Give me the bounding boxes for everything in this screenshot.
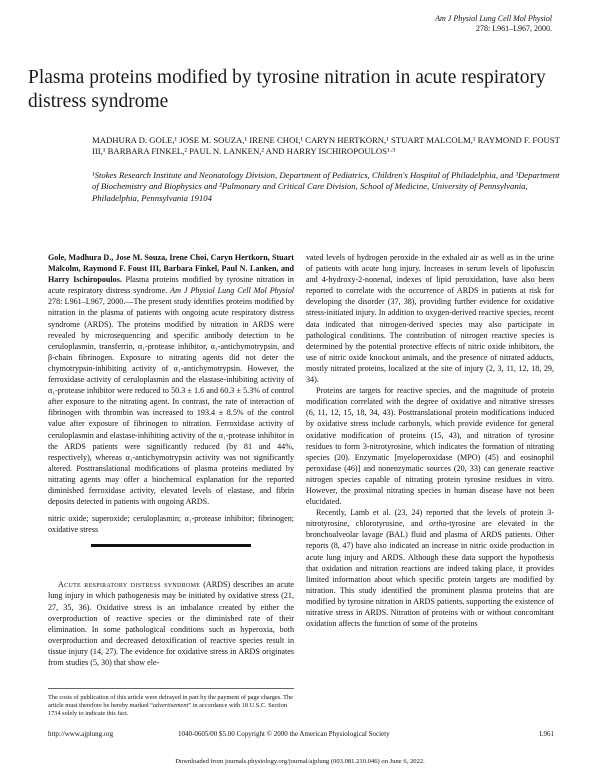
abstract-body: The present study identifies proteins modified by nitration in the plasma of patients with ongoing acute respiratory distress syndrome (ARDS). The proteins modified by nitration in ARDS were revealed by microsequencing and specific antibody detection to be ceruloplasmin, transferrin, α₁-protease inhibitor, α₁-antichymotrypsin, and β-chain fibrinogen. Exposure to nitrating agents did not deter the chymotrypsin-inhibiting activity of α₁-antichymotrypsin. However, the ferroxidase activity of ceruloplasmin and the elastase-inhibiting activity of α₁-protease inhibitor were reduced to 50.3 ± 1.6 and 60.3 ± 5.3% of control after exposure to the nitrating agent. In contrast, the rate of interaction of fibrinogen with thrombin was increased to 193.4 ± 8.5% of the control value after exposure of fibrinogen to nitration. Ferroxidase activity of ceruloplasmin and elastase-inhibiting activity of the α₁-protease inhibitor in the ARDS patients were significantly reduced (by 81 and 44%, respectively), whereas α₁-antichymotrypsin activity was not significantly altered. Posttranslational modifications of plasma proteins mediated by nitrating agents may offer a biochemical explanation for the reported diminished ferroxidase activity, elevated levels of elastase, and fibrin deposits detected in patients with ongoing ARDS. [48, 297, 294, 507]
footnote-text-b: ” in accordance with 18 U.S.C. Section 1734 solely to indicate this fact. [48, 702, 288, 718]
running-head [435, 14, 552, 34]
footnote-text-a: The costs of publication of this article were defrayed in part by the payment of page charges. The article must therefore be hereby marked “ [48, 694, 293, 710]
abstract-divider [91, 544, 251, 547]
abstract-citation-ref: 278: L961–L967, 2000.— [48, 297, 134, 307]
journal-pages: 278: L961–L967, 2000. [476, 24, 552, 33]
introduction [48, 579, 294, 668]
journal-name: Am J Physiol Lung Cell Mol Physiol [435, 14, 552, 23]
page-number: L961 [539, 730, 554, 738]
author-list: MADHURA D. GOLE,¹ JOSE M. SOUZA,¹ IRENE CHOI,¹ CARYN HERTKORN,¹ STUART MALCOLM,¹ RAYMOND F. FOUST III,¹ BARBARA FINKEL,² PAUL N. LANKEN,² AND HARRY ISCHIROPOULOS¹·³ [92, 135, 560, 157]
footnote-advertisement: advertisement [152, 702, 189, 710]
abstract-citation-title: Plasma proteins modified by tyrosine nitration in acute respiratory distress syndrome. [48, 275, 294, 296]
abstract [48, 252, 294, 547]
paragraph-3-ortho: ortho [429, 519, 447, 529]
intro-text: (ARDS) describes an acute lung injury in which pathogenesis may be initiated by oxidative stress (21, 27, 35, 36). Oxidative stress is an imbalance created by either the overproduction of reactive species or the diminished rate of their elimination. In some pathological conditions such as hyperoxia, both overproduction and decreased detoxification of reactive species result in tissue injury (14, 27). The evidence for oxidative stress in ARDS originates from studies (5, 30) that show ele- [48, 580, 295, 667]
left-column [48, 252, 294, 668]
cost-footnote [48, 688, 294, 718]
paragraph-1: vated levels of hydrogen peroxide in the exhaled air as well as in the urine of patients with acute lung injury. Increases in serum levels of lipofuscin and 4-hydroxy-2-nonenal, indexes of lipid peroxidation, have also been reported to correlate with the occurrence of ARDS in patients at risk for developing the disorder (37, 38), providing further evidence for oxidative stress-initiated injury. In addition to oxygen-derived reactive species, recent data indicated that nitrogen-derived species may also participate in pathological conditions. The contribution of nitrogen reactive species is determined by the potential protective effects of nitric oxide inhibitors, the use of nitric oxide knockout animals, and the presence of nitrated adducts, mostly nitrated proteins, localized at the site of injury (2, 3, 11, 12, 18, 29, 34). [306, 253, 554, 385]
paragraph-3-b: -tyrosine are elevated in the bronchoalveolar lavage (BAL) fluid and plasma of ARDS patients. Other reports (8, 47) have also indicated an increase in nitric oxide production in acute lung injury and ARDS. Although these data support the hypothesis that oxidation and nitration reactions are indeed taking place, it provides limited information about which specific protein targets are modified by nitration. This study identified the prominent plasma proteins that are modified by tyrosine nitration in ARDS patients, supporting the existence of nitrative stress in ARDS. Nitration of proteins with or without concomitant oxidation affects the function of some of the proteins [306, 519, 555, 629]
journal-url-link[interactable]: http://www.ajplung.org [48, 730, 114, 738]
issn-copyright: 1040-0605/00 $5.00 Copyright © 2000 the American Physiological Society [178, 730, 390, 738]
paragraph-3-a: Recently, Lamb et al. (23, 24) reported that the levels of protein 3-nitrotyrosine, chlorotyrosine, and [306, 508, 554, 529]
abstract-citation-authors: Gole, Madhura D., Jose M. Souza, Irene Choi, Caryn Hertkorn, Stuart Malcolm, Raymond F. Foust III, Barbara Finkel, Paul N. Lanken, and Harry Ischiropoulos. [48, 253, 294, 285]
affiliations: ¹Stokes Research Institute and Neonatology Division, Department of Pediatrics, Children's Hospital of Philadelphia, and ³Department of Biochemistry and Biophysics and ²Pulmonary and Critical Care Division, School of Medicine, University of Pennsylvania, Philadelphia, Pennsylvania 19104 [92, 170, 560, 203]
right-column [306, 252, 554, 629]
paragraph-3 [306, 507, 554, 629]
abstract-citation-journal: Am J Physiol Lung Cell Mol Physiol [170, 286, 294, 296]
paragraph-2: Proteins are targets for reactive species, and the magnitude of protein modification correlated with the degree of oxidative and nitrative stresses (6, 11, 12, 15, 18, 34, 43). Posttranslational protein modifications induced by oxidative stress include carbonyls, which provide evidence for general oxidative modification of proteins (15, 43), and nitration of tyrosine residues to form 3-nitrotyrosine, which indicates the formation of nitrating species (20). Enzymatic [myeloperoxidase (MPO) (45) and eosinophil peroxidase (46)] and nonenzymatic sources (20, 33) can generate reactive nitrogen species capable of nitrating protein tyrosine residues in vitro. However, the proximal nitrating species in human disease have not been elucidated. [306, 386, 554, 507]
intro-lead: Acute respiratory distress syndrome [58, 580, 201, 590]
keywords: nitric oxide; superoxide; ceruloplasmin; α₁-protease inhibitor; fibrinogen; oxidative stress [48, 514, 294, 535]
article-title: Plasma proteins modified by tyrosine nitration in acute respiratory distress syndrome [28, 67, 546, 112]
download-note: Downloaded from journals.physiology.org/journal/ajplung (003.081.210.046) on June 6, 2022. [175, 758, 425, 765]
